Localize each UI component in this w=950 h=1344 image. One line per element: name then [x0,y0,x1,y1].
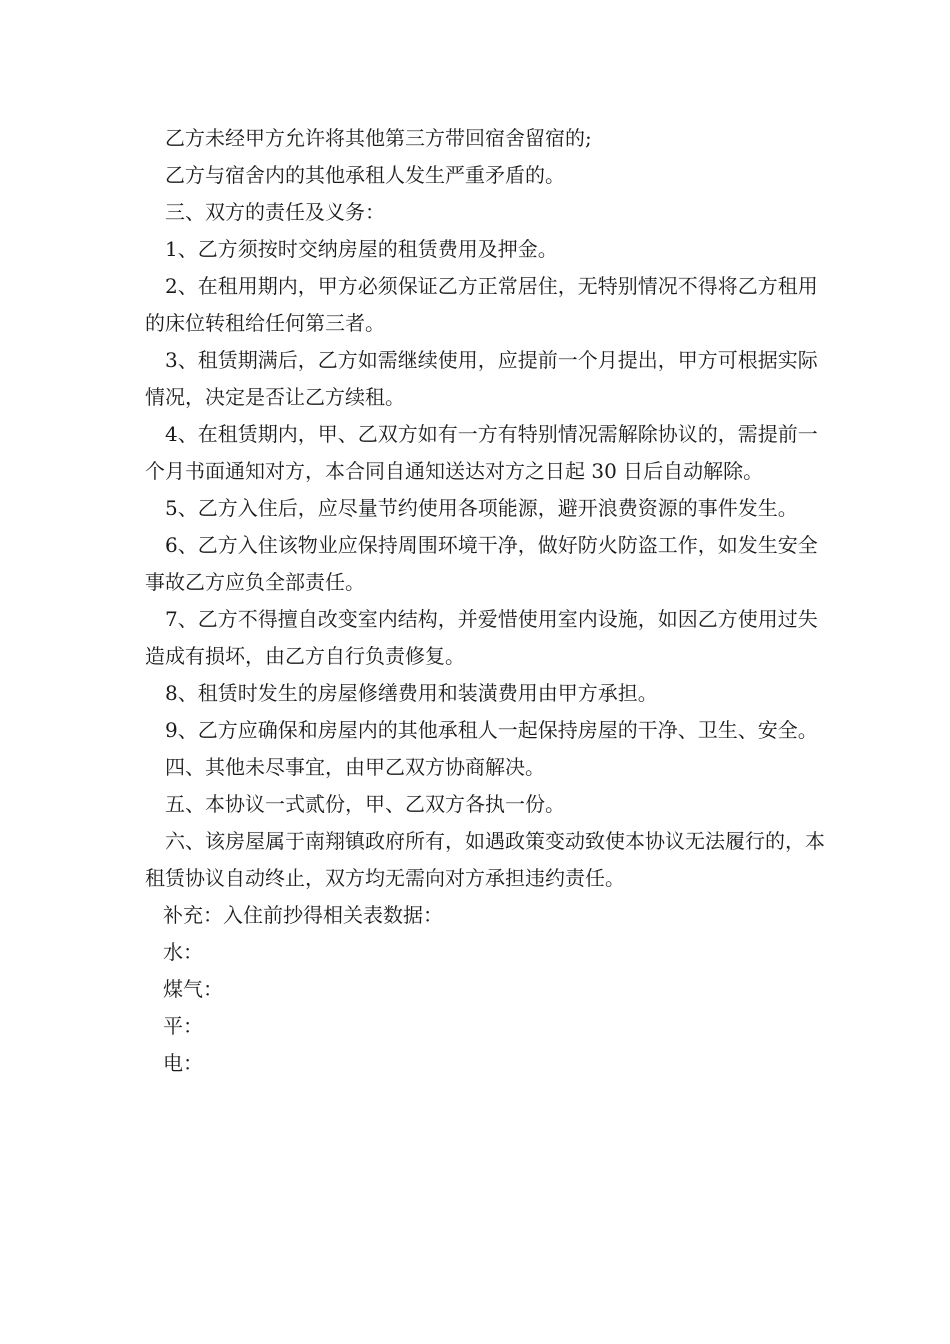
meter-water-label: 水： [163,940,203,964]
supplement-heading: 补充：入住前抄得相关表数据： [163,903,443,927]
paragraph-item-1: 1、乙方须按时交纳房屋的租赁费用及押金。 [165,237,558,261]
section-heading-copies: 五、本协议一式贰份，甲、乙双方各执一份。 [165,792,565,816]
paragraph-item-9: 9、乙方应确保和房屋内的其他承租人一起保持房屋的干净、卫生、安全。 [165,718,818,742]
meter-flat-label: 平： [163,1014,203,1038]
paragraph-item-3: 3、租赁期满后，乙方如需继续使用，应提前一个月提出，甲方可根据实际情况，决定是否让乙方续租。 [145,348,818,409]
paragraph-item-7: 7、乙方不得擅自改变室内结构，并爱惜使用室内设施，如因乙方使用过失造成有损坏，由乙方自行负责修复。 [145,607,818,668]
paragraph-clause-third-party: 乙方未经甲方允许将其他第三方带回宿舍留宿的; [165,126,592,150]
paragraph-item-2: 2、在租用期内，甲方必须保证乙方正常居住，无特别情况不得将乙方租用的床位转租给任何第三者。 [145,274,818,335]
meter-electricity-label: 电： [163,1051,203,1075]
section-heading-responsibilities: 三、双方的责任及义务： [165,200,385,224]
section-heading-termination: 六、该房屋属于南翔镇政府所有，如遇政策变动致使本协议无法履行的，本租赁协议自动终止，双方均无需向对方承担违约责任。 [145,829,825,890]
paragraph-item-4: 4、在租赁期内，甲、乙双方如有一方有特别情况需解除协议的，需提前一个月书面通知对方，本合同自通知送达对方之日起 30 日后自动解除。 [145,422,818,483]
paragraph-item-5: 5、乙方入住后，应尽量节约使用各项能源，避开浪费资源的事件发生。 [165,496,798,520]
paragraph-clause-conflict: 乙方与宿舍内的其他承租人发生严重矛盾的。 [165,163,565,187]
section-heading-other-matters: 四、其他未尽事宜，由甲乙双方协商解决。 [165,755,545,779]
paragraph-item-6: 6、乙方入住该物业应保持周围环境干净，做好防火防盗工作，如发生安全事故乙方应负全部责任。 [145,533,818,594]
meter-gas-label: 煤气： [163,977,223,1001]
paragraph-item-8: 8、租赁时发生的房屋修缮费用和装潢费用由甲方承担。 [165,681,658,705]
document-body [145,120,825,1082]
